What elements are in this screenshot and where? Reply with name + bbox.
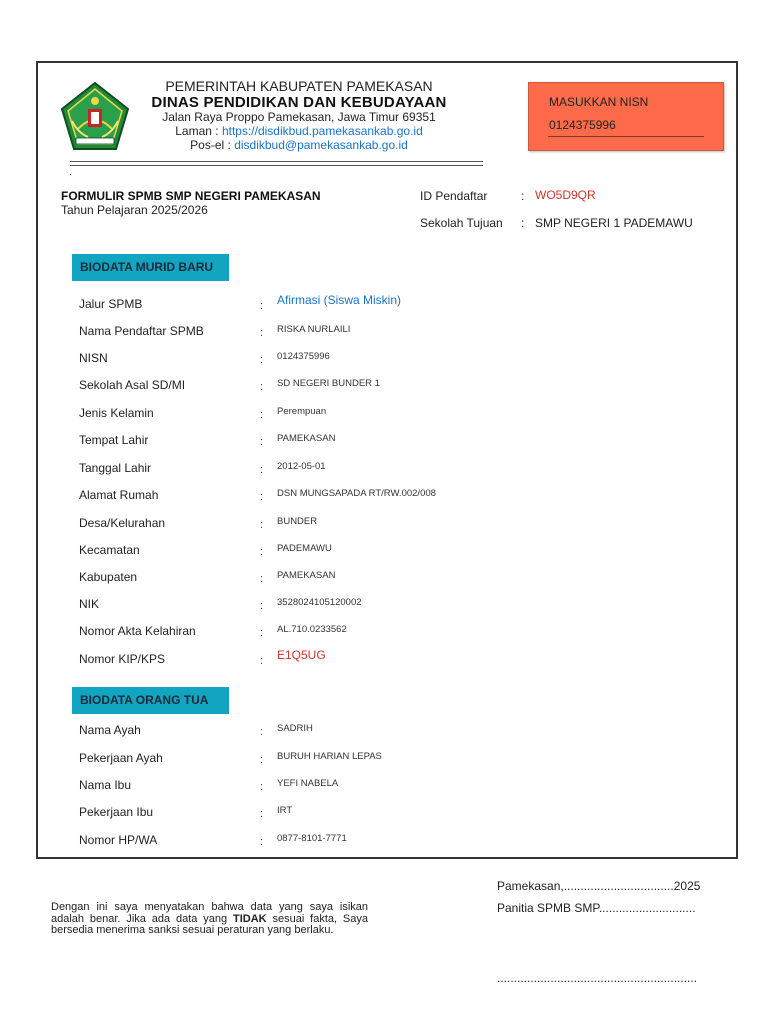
row-value: PAMEKASAN (277, 433, 336, 444)
student-row-akta (79, 624, 639, 640)
row-colon: : (260, 436, 264, 448)
student-row-nik (79, 597, 639, 613)
section-header-student: BIODATA MURID BARU (72, 254, 229, 281)
row-value: AL.710.0233562 (277, 624, 347, 635)
row-colon: : (260, 573, 264, 585)
parent-row-nomor-hp (79, 833, 639, 849)
row-label: NIK (79, 597, 100, 611)
row-colon: : (260, 808, 264, 820)
row-label: Kecamatan (79, 543, 140, 557)
nisn-box-underline (548, 136, 704, 137)
nisn-box-label: MASUKKAN NISN (549, 95, 649, 109)
agency-name: DINAS PENDIDIKAN DAN KEBUDAYAAN (151, 94, 447, 112)
row-label: Sekolah Asal SD/MI (79, 378, 186, 392)
declaration-statement (51, 902, 368, 937)
letterhead (140, 78, 458, 153)
row-colon: : (260, 546, 264, 558)
student-row-kecamatan (79, 543, 639, 559)
parent-row-nama-ayah (79, 723, 639, 739)
statement-text-pre: Dengan ini saya menyatakan bahwa data yang saya isikan adalah benar. Jika ada data yang (51, 901, 368, 925)
row-value: DSN MUNGSAPADA RT/RW.002/008 (277, 488, 436, 499)
student-row-jalur (79, 293, 639, 313)
row-label: Jenis Kelamin (79, 406, 154, 420)
row-colon: : (260, 600, 264, 612)
row-label: Desa/Kelurahan (79, 516, 166, 530)
row-colon: : (260, 354, 264, 366)
nisn-input-box[interactable] (528, 82, 724, 151)
row-label: Nomor HP/WA (79, 833, 158, 847)
row-value: 0124375996 (277, 351, 330, 362)
letterhead-divider-bottom (70, 165, 483, 166)
section-header-parents: BIODATA ORANG TUA (72, 687, 229, 714)
target-school-colon: : (521, 216, 525, 230)
place-date-line: Pamekasan,.................................2025 (497, 879, 701, 893)
student-row-jenis-kelamin (79, 406, 639, 422)
row-value: RISKA NURLAILI (277, 324, 351, 335)
student-row-tempat-lahir (79, 433, 639, 449)
statement-text-post: sesuai fakta, Saya bersedia menerima sanksi sesuai peraturan yang berlaku. (51, 912, 368, 937)
signature-line: ............................................................ (497, 971, 698, 985)
row-colon: : (260, 781, 264, 793)
agency-address: Jalan Raya Proppo Pamekasan, Jawa Timur 69351 (162, 110, 436, 125)
student-row-alamat (79, 488, 639, 504)
row-label: Nama Ibu (79, 778, 132, 792)
row-colon: : (260, 519, 264, 531)
row-colon: : (260, 409, 264, 421)
row-value: BUNDER (277, 516, 318, 527)
student-row-tanggal-lahir (79, 461, 639, 477)
divider-dot: . (69, 167, 72, 178)
row-label: Jalur SPMB (79, 297, 143, 311)
row-value: PAMEKASAN (277, 570, 336, 581)
registrant-id-colon: : (521, 189, 525, 203)
parent-row-pekerjaan-ibu (79, 805, 639, 821)
row-label: Pekerjaan Ibu (79, 805, 154, 819)
government-name: PEMERINTAH KABUPATEN PAMEKASAN (165, 78, 433, 94)
row-value: Afirmasi (Siswa Miskin) (277, 293, 402, 307)
row-value: 0877-8101-7771 (277, 833, 347, 844)
student-row-kip (79, 648, 639, 668)
nisn-box-value: 0124375996 (549, 118, 616, 132)
row-label: Tanggal Lahir (79, 461, 152, 475)
row-colon: : (260, 754, 264, 766)
row-value: Perempuan (277, 406, 327, 417)
row-colon: : (260, 726, 264, 738)
row-value: 3528024105120002 (277, 597, 362, 608)
form-frame (36, 61, 738, 859)
email-line (140, 139, 458, 153)
website-label: Laman : (175, 124, 222, 139)
email-label: Pos-el : (190, 137, 235, 152)
row-colon: : (260, 464, 264, 476)
row-label: Nama Ayah (79, 723, 141, 737)
website-link[interactable]: https://disdikbud.pamekasankab.go.id (221, 124, 423, 139)
letterhead-divider-top (70, 161, 483, 162)
row-value: PADEMAWU (277, 543, 332, 554)
row-value: SADRIH (277, 723, 313, 734)
row-label: NISN (79, 351, 108, 365)
row-label: Alamat Rumah (79, 488, 159, 502)
statement-text-bold: TIDAK (233, 912, 267, 925)
row-colon: : (260, 491, 264, 503)
committee-line: Panitia SPMB SMP............................. (497, 901, 696, 915)
row-value: 2012-05-01 (277, 461, 326, 472)
row-label: Kabupaten (79, 570, 138, 584)
row-colon: : (260, 381, 264, 393)
row-label: Nama Pendaftar SPMB (79, 324, 204, 338)
row-value: IRT (277, 805, 293, 816)
kabupaten-emblem-logo (58, 81, 132, 155)
student-row-kabupaten (79, 570, 639, 586)
row-value: YEFI NABELA (277, 778, 339, 789)
registrant-id-value: WO5D9QR (535, 188, 596, 202)
row-label: Nomor KIP/KPS (79, 652, 166, 666)
student-row-nisn (79, 351, 639, 367)
target-school-label: Sekolah Tujuan (420, 216, 503, 230)
email-link[interactable]: disdikbud@pamekasankab.go.id (234, 137, 408, 152)
student-row-nama (79, 324, 639, 340)
academic-year: Tahun Pelajaran 2025/2026 (61, 203, 208, 217)
row-colon: : (260, 327, 264, 339)
student-row-desa (79, 516, 639, 532)
target-school-value: SMP NEGERI 1 PADEMAWU (535, 216, 693, 230)
parent-row-pekerjaan-ayah (79, 751, 639, 767)
row-label: Nomor Akta Kelahiran (79, 624, 196, 638)
parent-row-nama-ibu (79, 778, 639, 794)
row-colon: : (260, 836, 264, 848)
row-colon: : (260, 300, 264, 312)
registrant-id-label: ID Pendaftar (420, 189, 488, 203)
row-value: BURUH HARIAN LEPAS (277, 751, 382, 762)
form-title: FORMULIR SPMB SMP NEGERI PAMEKASAN (61, 189, 321, 203)
student-row-sekolah-asal (79, 378, 639, 394)
row-value: SD NEGERI BUNDER 1 (277, 378, 380, 389)
row-colon: : (260, 655, 264, 667)
website-line (140, 125, 458, 139)
row-label: Tempat Lahir (79, 433, 149, 447)
row-colon: : (260, 627, 264, 639)
row-value: E1Q5UG (277, 648, 326, 662)
row-label: Pekerjaan Ayah (79, 751, 163, 765)
